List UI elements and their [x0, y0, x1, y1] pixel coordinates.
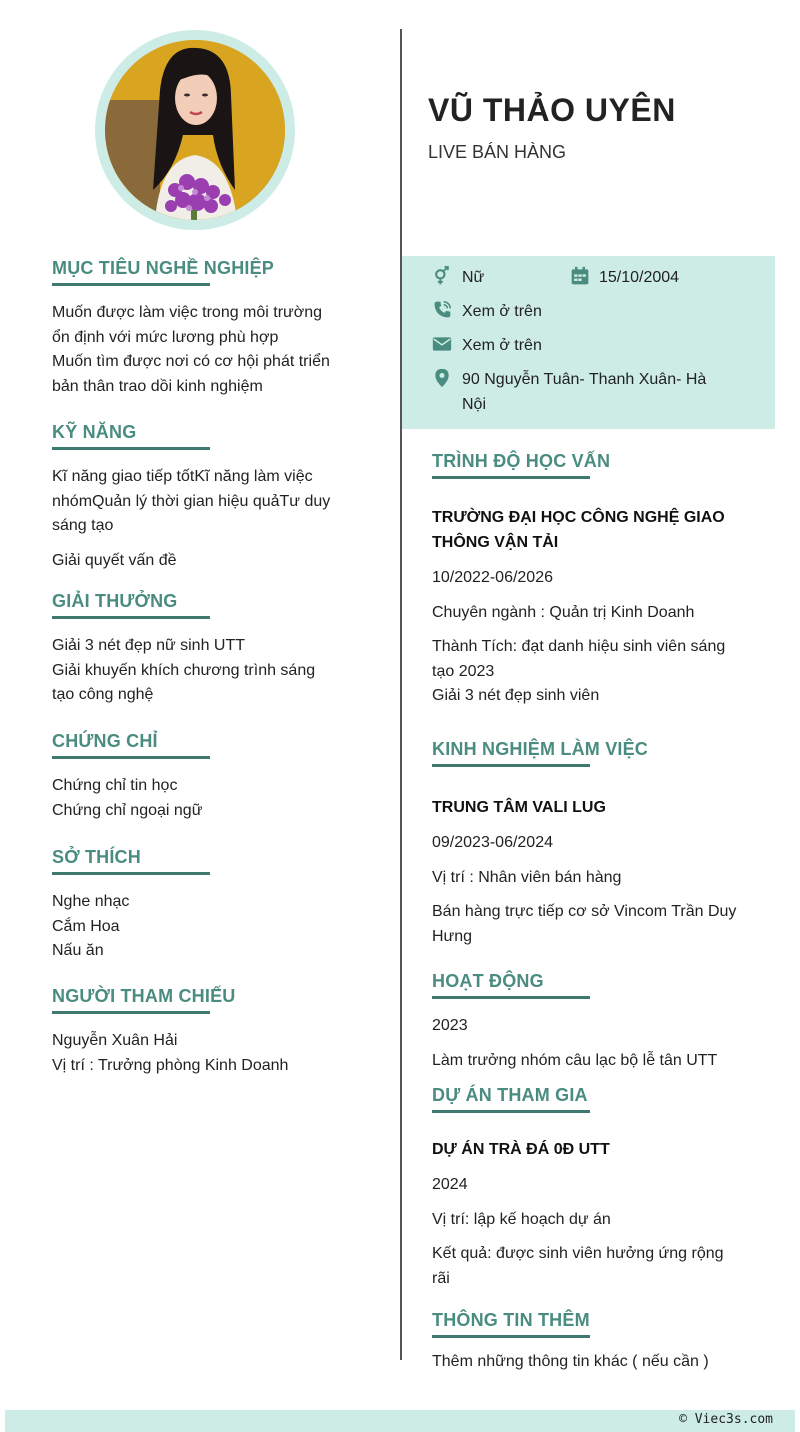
skills-title: KỸ NĂNG	[52, 422, 137, 442]
projects-underline	[432, 1110, 590, 1113]
objective-title: MỤC TIÊU NGHỀ NGHIỆP	[52, 258, 275, 278]
references-line: Vị trí : Trưởng phòng Kinh Doanh	[52, 1056, 289, 1074]
avatar-frame	[95, 30, 295, 230]
project-year: 2024	[432, 1176, 468, 1193]
school-name-line: TRƯỜNG ĐẠI HỌC CÔNG NGHỆ GIAO	[432, 509, 725, 526]
certificates-line: Chứng chỉ tin học	[52, 777, 178, 794]
school-name	[432, 505, 762, 555]
address-value	[462, 368, 762, 417]
awards-line: Giải 3 nét đẹp nữ sinh UTT	[52, 637, 246, 654]
skills-underline	[52, 447, 210, 450]
projects-title: DỰ ÁN THAM GIA	[432, 1085, 588, 1105]
experience-title: KINH NGHIỆM LÀM VIỆC	[432, 739, 649, 759]
achievement-line: tạo 2023	[432, 662, 495, 680]
certificates-title: CHỨNG CHỈ	[52, 731, 158, 751]
objective-text	[52, 301, 352, 399]
hobbies-line: Cắm Hoa	[52, 917, 120, 935]
calendar-icon	[570, 266, 590, 286]
certificates-line: Chứng chỉ ngoại ngữ	[52, 801, 203, 819]
education-achievements	[432, 635, 762, 709]
education-title: TRÌNH ĐỘ HỌC VẤN	[432, 451, 611, 471]
skills-line: nhómQuản lý thời gian hiệu quảTư duy	[52, 492, 331, 510]
skills-line: Kĩ năng giao tiếp tốtKĩ năng làm việc	[52, 468, 313, 485]
certificates-text	[52, 774, 352, 823]
activities-underline	[432, 996, 590, 999]
contact-panel	[402, 256, 775, 429]
hobbies-underline	[52, 872, 210, 875]
experience-description-line: Hưng	[432, 927, 473, 945]
education-section	[432, 451, 762, 709]
achievement-line: Thành Tích: đạt danh hiệu sinh viên sáng	[432, 638, 726, 655]
awards-underline	[52, 616, 210, 619]
gender-value: Nữ	[462, 269, 485, 286]
awards-text	[52, 634, 352, 708]
experience-description-line: Bán hàng trực tiếp cơ sở Vincom Trần Duy	[432, 903, 737, 920]
extra-description: Thêm những thông tin khác ( nếu cần )	[432, 1353, 709, 1370]
gender-icon	[432, 266, 452, 286]
references-title: NGƯỜI THAM CHIẾU	[52, 986, 236, 1006]
activity-year: 2023	[432, 1017, 468, 1034]
references-line: Nguyễn Xuân Hải	[52, 1032, 178, 1049]
objective-line: Muốn tìm được nơi có cơ hội phát triển	[52, 353, 330, 370]
awards-title: GIẢI THƯỞNG	[52, 591, 178, 611]
extra-underline	[432, 1335, 590, 1338]
hobbies-text	[52, 890, 352, 964]
column-divider	[400, 29, 402, 1360]
address-line: Nội	[462, 395, 487, 413]
project-name: DỰ ÁN TRÀ ĐÁ 0Đ UTT	[432, 1141, 610, 1158]
company-name: TRUNG TÂM VALI LUG	[432, 799, 606, 816]
experience-section	[432, 739, 762, 949]
objective-line: bản thân trao dồi kinh nghiệm	[52, 377, 263, 395]
skills-section	[52, 422, 352, 573]
school-name-line: THÔNG VẬN TẢI	[432, 534, 559, 551]
achievement-line: Giải 3 nét đẹp sinh viên	[432, 687, 600, 704]
skills-line: sáng tạo	[52, 517, 114, 534]
project-result	[432, 1242, 762, 1291]
phone-value: Xem ở trên	[462, 303, 542, 320]
skills-line: Giải quyết vấn đề	[52, 551, 177, 569]
hobbies-line: Nấu ăn	[52, 942, 104, 959]
activities-title: HOẠT ĐỘNG	[432, 971, 544, 991]
address-line: 90 Nguyễn Tuân- Thanh Xuân- Hà	[462, 371, 707, 388]
education-major: Chuyên ngành : Quản trị Kinh Doanh	[432, 603, 695, 621]
references-underline	[52, 1011, 210, 1014]
references-section	[52, 986, 352, 1078]
awards-line: tạo công nghệ	[52, 686, 154, 703]
education-period: 10/2022-06/2026	[432, 569, 553, 586]
projects-section	[432, 1085, 762, 1291]
awards-line: Giải khuyến khích chương trình sáng	[52, 661, 316, 679]
activity-description: Làm trưởng nhóm câu lạc bộ lễ tân UTT	[432, 1051, 718, 1069]
candidate-name: VŨ THẢO UYÊN	[428, 92, 676, 128]
objective-line: Muốn được làm việc trong môi trường	[52, 304, 323, 321]
experience-position: Vị trí : Nhân viên bán hàng	[432, 868, 622, 886]
email-icon	[432, 334, 452, 354]
experience-description	[432, 900, 762, 949]
footer-credit: © Viec3s.com	[679, 1412, 773, 1427]
skills-text	[52, 465, 352, 573]
hobbies-section	[52, 847, 352, 964]
birthdate-value: 15/10/2004	[599, 269, 680, 286]
activities-section	[432, 971, 762, 1073]
awards-section	[52, 591, 352, 708]
email-value: Xem ở trên	[462, 337, 542, 354]
certificates-section	[52, 731, 352, 823]
hobbies-title: SỞ THÍCH	[52, 847, 141, 867]
references-text	[52, 1029, 352, 1078]
location-icon	[432, 368, 452, 388]
extra-section	[432, 1310, 762, 1375]
experience-period: 09/2023-06/2024	[432, 834, 553, 851]
extra-title: THÔNG TIN THÊM	[432, 1310, 590, 1330]
phone-icon	[432, 300, 452, 320]
objective-section	[52, 258, 352, 399]
avatar-photo	[105, 40, 285, 220]
candidate-role: LIVE BÁN HÀNG	[428, 142, 567, 162]
objective-line: ổn định với mức lương phù hợp	[52, 328, 279, 346]
project-result-line: Kết quả: được sinh viên hưởng ứng rộng	[432, 1245, 724, 1262]
hobbies-line: Nghe nhạc	[52, 893, 130, 910]
project-result-line: rãi	[432, 1269, 450, 1287]
objective-underline	[52, 283, 210, 286]
education-underline	[432, 476, 590, 479]
project-position: Vị trí: lập kế hoạch dự án	[432, 1210, 611, 1228]
avatar	[105, 40, 285, 220]
footer-bar	[5, 1410, 795, 1432]
certificates-underline	[52, 756, 210, 759]
experience-underline	[432, 764, 590, 767]
